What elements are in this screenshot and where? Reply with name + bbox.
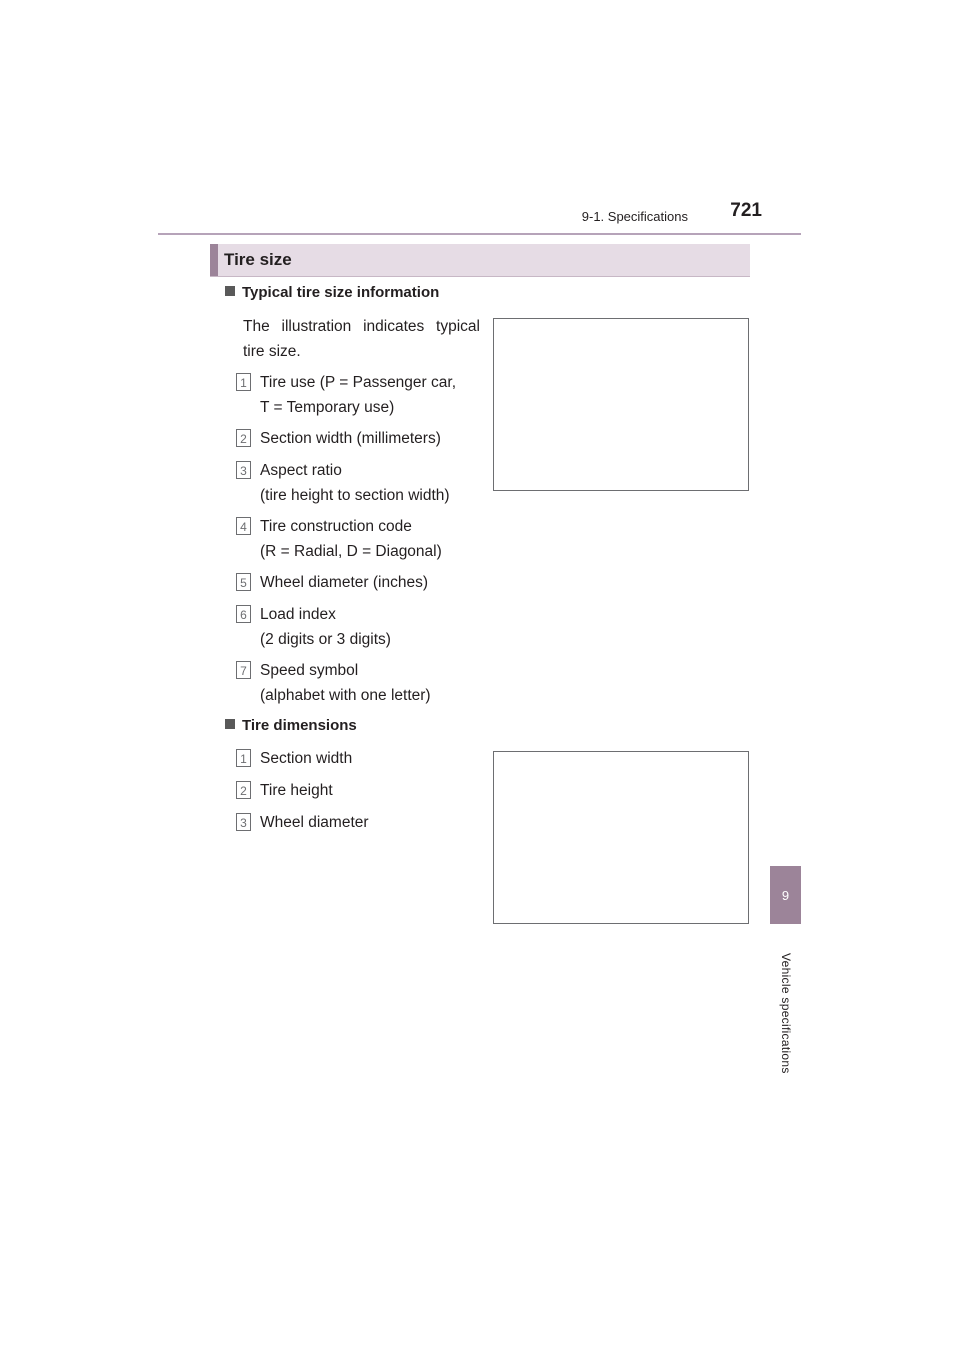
list-item: [236, 602, 486, 652]
number-badge: 4: [236, 517, 251, 535]
list-item: [236, 658, 486, 708]
tire-size-illustration: [493, 318, 749, 491]
list-item: [236, 570, 486, 595]
typical-intro: The illustration indicates typical tire size.: [243, 318, 480, 360]
typical-heading: [225, 284, 439, 301]
list-item-text: Load index (2 digits or 3 digits): [260, 606, 391, 648]
list-item-text: Aspect ratio (tire height to section width): [260, 462, 450, 504]
list-item-text: Wheel diameter: [260, 814, 369, 831]
number-badge: 5: [236, 573, 251, 591]
number-badge: 3: [236, 813, 251, 831]
chapter-number: 9: [781, 887, 790, 903]
dimensions-heading-text: Tire dimensions: [242, 717, 357, 734]
list-item-text: Section width (millimeters): [260, 430, 441, 447]
bullet-square-icon: [225, 719, 235, 729]
page-number: 721: [730, 200, 762, 221]
number-badge: 2: [236, 429, 251, 447]
number-badge: 1: [236, 749, 251, 767]
section-marker: [210, 244, 218, 276]
header-section-title: 9-1. Specifications: [581, 209, 688, 224]
list-item: [236, 426, 486, 451]
dimensions-heading: [225, 717, 357, 734]
section-title: Tire size: [224, 250, 292, 269]
bullet-square-icon: [225, 286, 235, 296]
list-item-text: Tire use (P = Passenger car, T = Temporary use): [260, 374, 456, 416]
list-item-text: Wheel diameter (inches): [260, 574, 428, 591]
header-divider: [158, 233, 801, 235]
number-badge: 7: [236, 661, 251, 679]
list-item: [236, 778, 486, 803]
list-item: [236, 514, 486, 564]
typical-heading-text: Typical tire size information: [242, 284, 440, 301]
list-item-text: Tire construction code (R = Radial, D = Diagonal): [260, 518, 442, 560]
list-item: [236, 370, 486, 420]
list-item: [236, 810, 486, 835]
section-title-bar: [210, 244, 750, 277]
tire-dimensions-illustration: [493, 751, 749, 924]
number-badge: 1: [236, 373, 251, 391]
number-badge: 3: [236, 461, 251, 479]
list-item: [236, 746, 486, 771]
list-item: [236, 458, 486, 508]
list-item-text: Section width: [260, 750, 353, 767]
chapter-label: Vehicle specifications: [779, 953, 793, 1074]
chapter-tab: [770, 866, 801, 924]
list-item-text: Tire height: [260, 782, 333, 799]
number-badge: 2: [236, 781, 251, 799]
number-badge: 6: [236, 605, 251, 623]
list-item-text: Speed symbol (alphabet with one letter): [260, 662, 431, 704]
